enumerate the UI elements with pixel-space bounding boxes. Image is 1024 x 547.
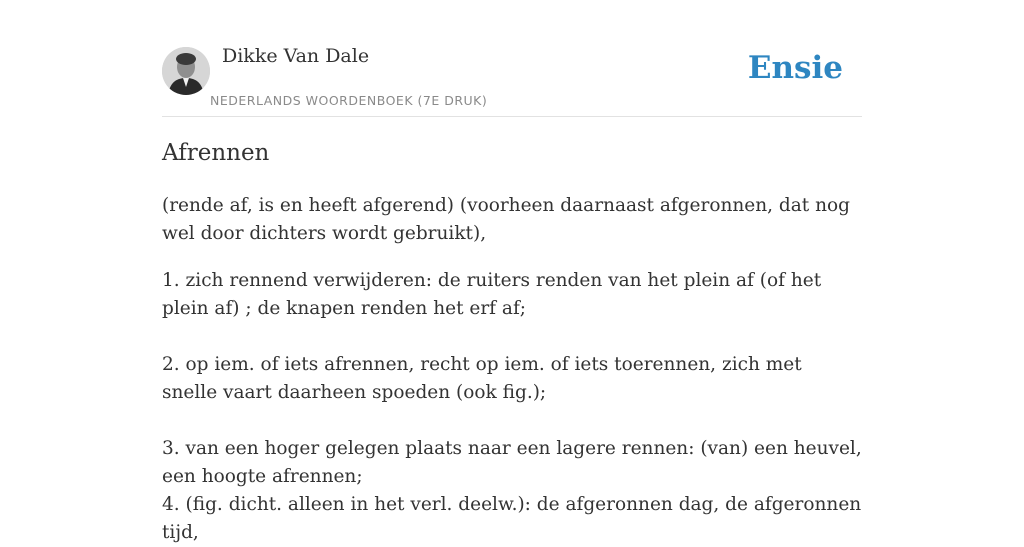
- entry-title: Afrennen: [162, 140, 270, 166]
- entry-header: [162, 0, 862, 117]
- definition-item: 3. van een hoger gelegen plaats naar een lagere rennen: (van) een heuvel, een hoogte afrennen;: [162, 438, 862, 487]
- entry-intro: (rende af, is en heeft afgerend) (voorheen daarnaast afgeronnen, dat nog wel door dichters wordt gebruikt),: [162, 195, 851, 244]
- page-container: [162, 0, 862, 543]
- source-label[interactable]: NEDERLANDS WOORDENBOEK (7E DRUK): [210, 93, 488, 108]
- author-name[interactable]: Dikke Van Dale: [222, 45, 370, 67]
- author-avatar[interactable]: [162, 47, 210, 95]
- definition-list: [162, 267, 862, 547]
- ensie-logo[interactable]: Ensie: [747, 50, 843, 86]
- definition-item: 4. (fig. dicht. alleen in het verl. deelw.): de afgeronnen dag, de afgeronnen tijd,: [162, 494, 862, 543]
- definition-item: 1. zich rennend verwijderen: de ruiters renden van het plein af (of het plein af) ; de knapen renden het erf af;: [162, 270, 822, 319]
- entry-body: [162, 192, 862, 547]
- portrait-icon: [162, 47, 210, 95]
- definition-item: 2. op iem. of iets afrennen, recht op iem. of iets toerennen, zich met snelle vaart daarheen spoeden (ook fig.);: [162, 354, 802, 403]
